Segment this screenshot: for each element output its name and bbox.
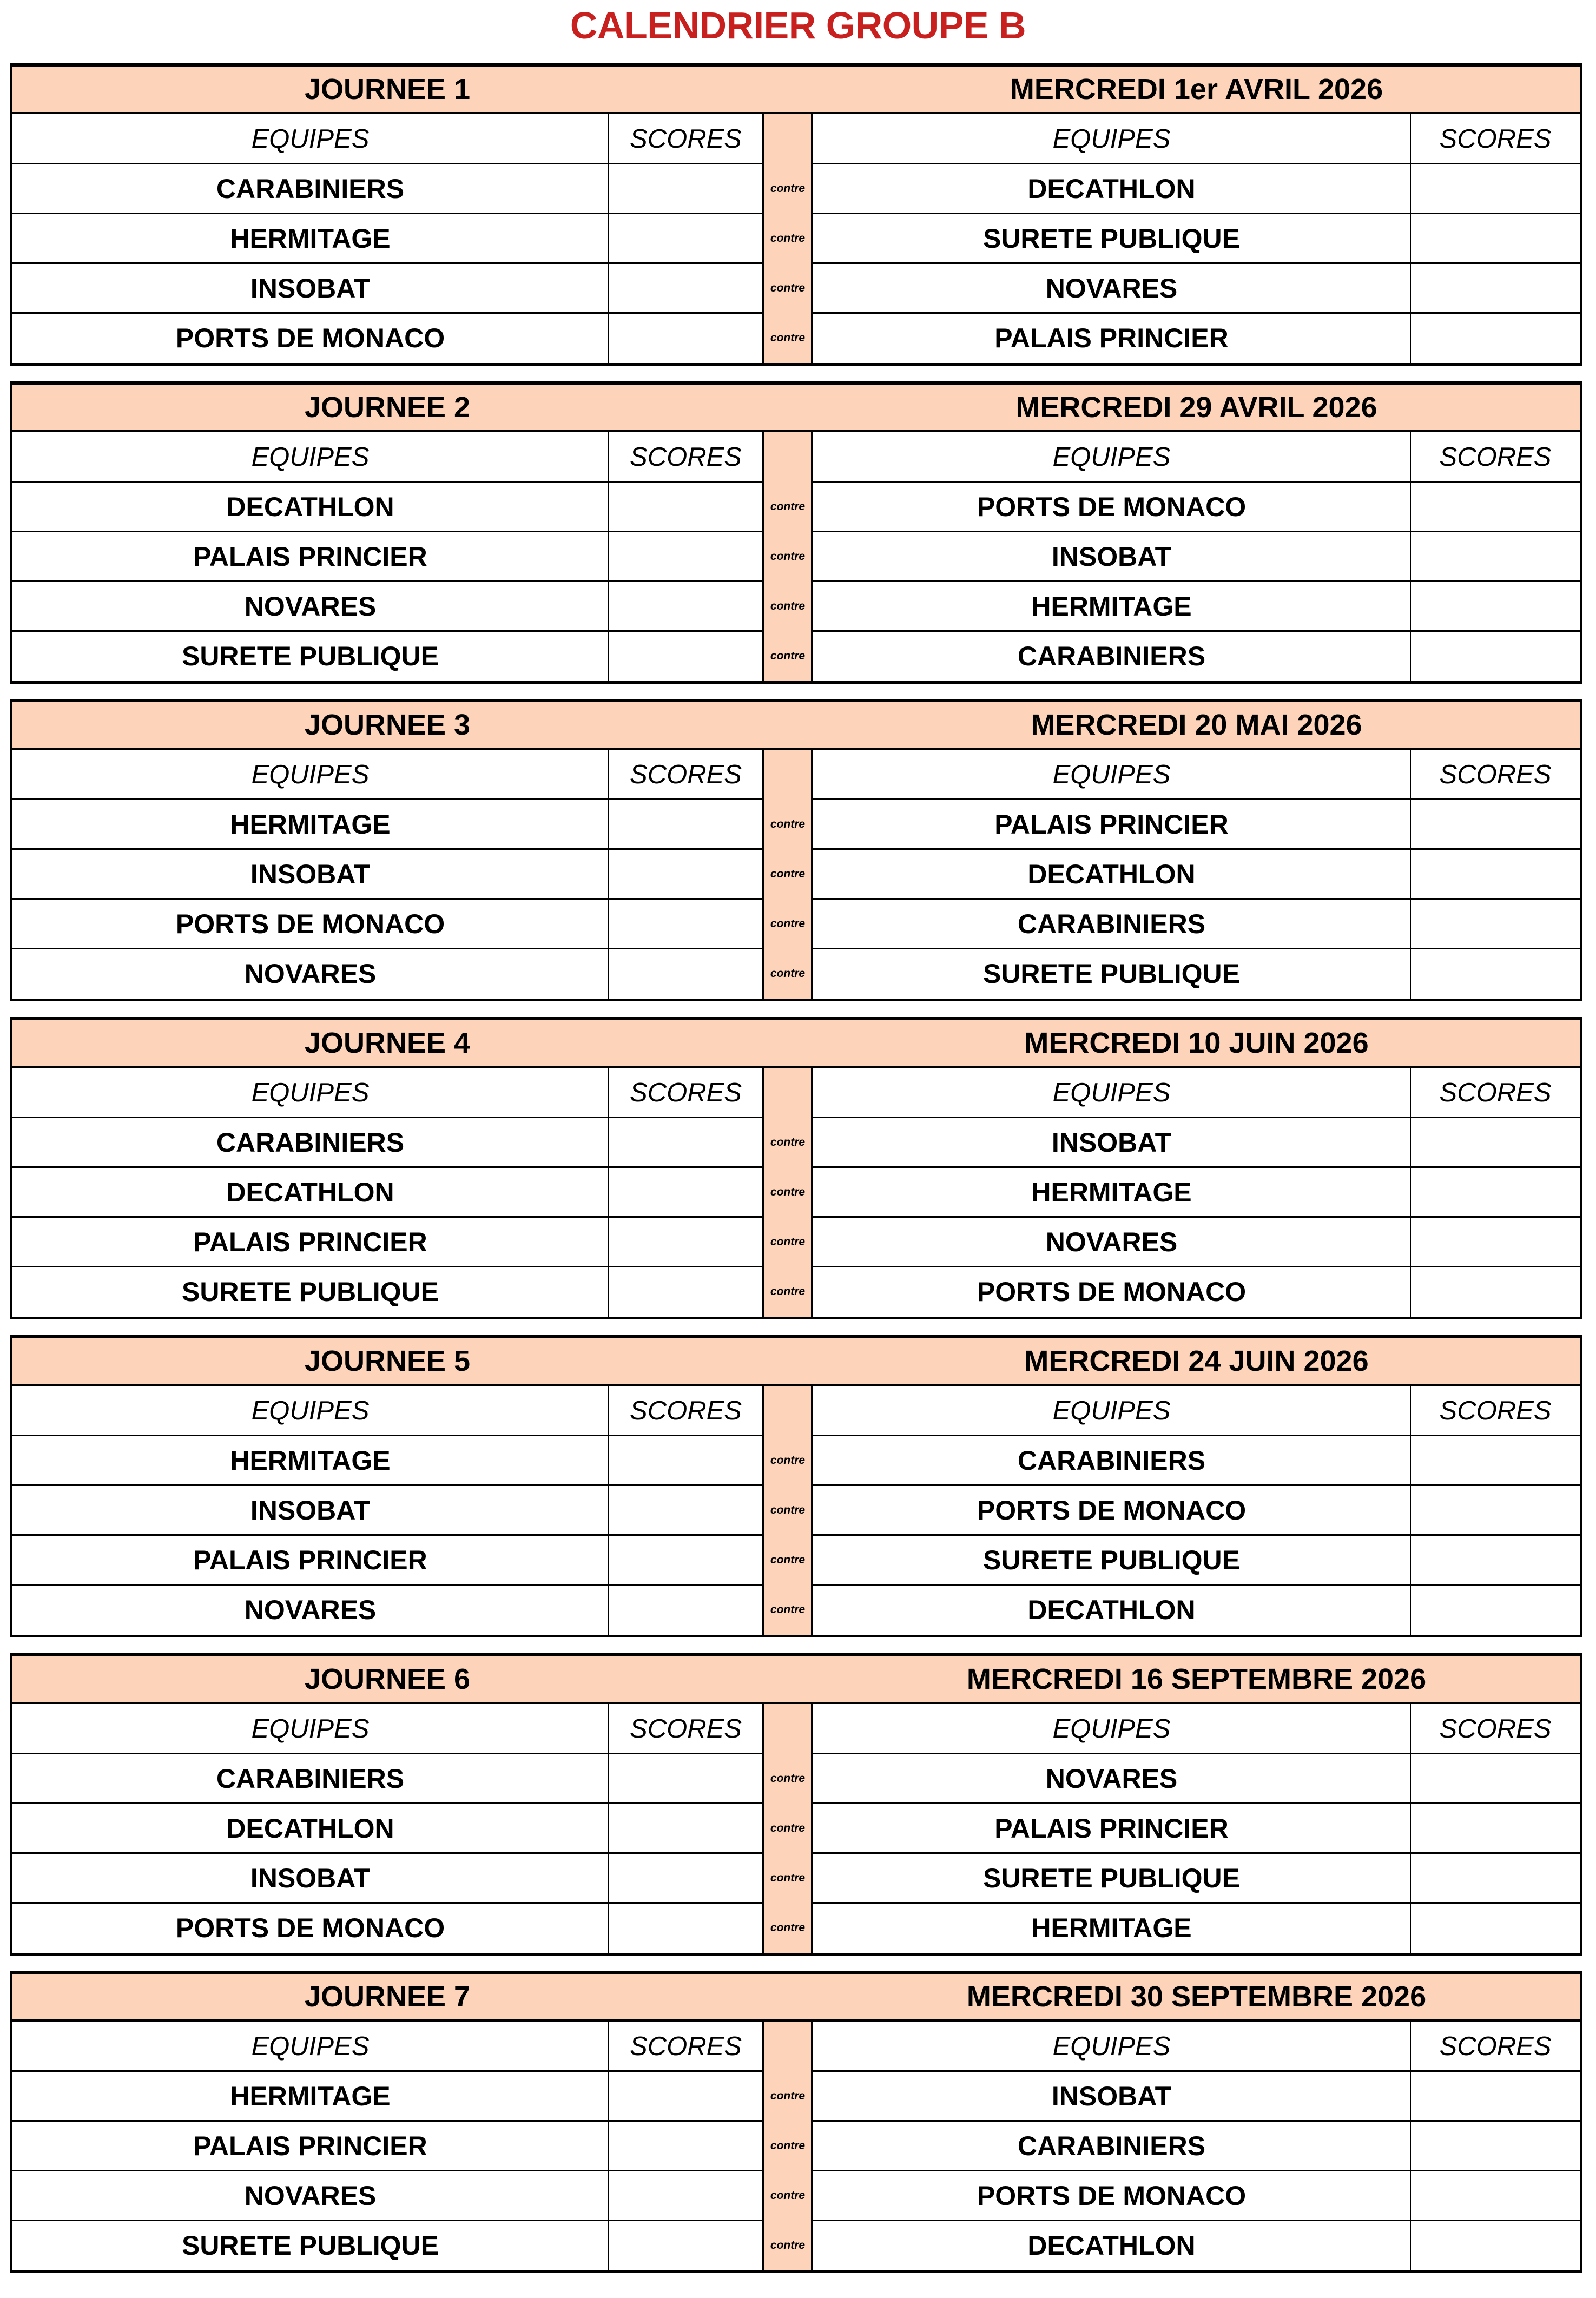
away-score-field[interactable] <box>1410 582 1580 631</box>
away-score-field[interactable] <box>1410 1267 1580 1317</box>
home-team: PALAIS PRINCIER <box>193 1545 427 1575</box>
away-team: INSOBAT <box>1051 542 1172 572</box>
away-score-field[interactable] <box>1410 2171 1580 2221</box>
versus-label: contre <box>770 1772 806 1785</box>
away-team: CARABINIERS <box>1017 909 1206 939</box>
column-header-away-scores: SCORES <box>1410 2022 1580 2071</box>
away-score-field[interactable] <box>1410 2071 1580 2121</box>
matchday-header <box>12 702 1580 750</box>
column-header-away-teams: EQUIPES <box>1052 1714 1171 1744</box>
home-score-field[interactable] <box>608 2071 762 2121</box>
column-header-away-scores: SCORES <box>1410 114 1580 164</box>
column-header-away-scores: SCORES <box>1410 1068 1580 1118</box>
away-score-field[interactable] <box>1410 1903 1580 1953</box>
matchday-table <box>10 699 1582 1001</box>
home-team: HERMITAGE <box>230 2081 391 2111</box>
matchday-header <box>12 385 1580 432</box>
versus-label: contre <box>770 2090 806 2102</box>
away-score-field[interactable] <box>1410 313 1580 363</box>
away-team: DECATHLON <box>1027 859 1196 889</box>
column-header-home-scores: SCORES <box>608 1386 762 1436</box>
matchday-header <box>12 1656 1580 1704</box>
away-score-field[interactable] <box>1410 164 1580 214</box>
column-header-away-teams: EQUIPES <box>1052 2032 1171 2061</box>
column-header-home-teams: EQUIPES <box>251 1714 370 1744</box>
matchday-table <box>10 1017 1582 1319</box>
away-score-field[interactable] <box>1410 949 1580 999</box>
home-team: SURETE PUBLIQUE <box>181 1277 439 1307</box>
home-score-field[interactable] <box>608 214 762 263</box>
versus-label: contre <box>770 1285 806 1298</box>
home-score-field[interactable] <box>608 1535 762 1585</box>
column-header-away-teams: EQUIPES <box>1052 124 1171 154</box>
versus-column <box>762 114 813 363</box>
home-team: INSOBAT <box>250 859 371 889</box>
away-score-field[interactable] <box>1410 1853 1580 1903</box>
home-score-field[interactable] <box>608 1167 762 1217</box>
away-score-field[interactable] <box>1410 532 1580 582</box>
away-team: DECATHLON <box>1027 174 1196 204</box>
away-team: SURETE PUBLIQUE <box>982 1863 1241 1893</box>
versus-label: contre <box>770 1603 806 1616</box>
versus-label: contre <box>770 232 806 245</box>
matchday-table <box>10 381 1582 684</box>
column-header-home-scores: SCORES <box>608 114 762 164</box>
page-title: CALENDRIER GROUPE B <box>570 4 1026 47</box>
away-score-field[interactable] <box>1410 1485 1580 1535</box>
away-team: CARABINIERS <box>1017 2131 1206 2161</box>
home-score-field[interactable] <box>608 1217 762 1267</box>
away-score-field[interactable] <box>1410 631 1580 681</box>
column-header-home-scores: SCORES <box>608 432 762 482</box>
home-team: SURETE PUBLIQUE <box>181 641 439 671</box>
away-score-field[interactable] <box>1410 800 1580 849</box>
away-team: PORTS DE MONACO <box>977 492 1247 522</box>
away-team: HERMITAGE <box>1031 591 1192 622</box>
home-score-field[interactable] <box>608 1267 762 1317</box>
away-score-field[interactable] <box>1410 849 1580 899</box>
versus-label: contre <box>770 1136 806 1148</box>
home-score-field[interactable] <box>608 2221 762 2270</box>
away-score-field[interactable] <box>1410 2221 1580 2270</box>
versus-column <box>762 750 813 999</box>
column-header-home-teams: EQUIPES <box>251 124 370 154</box>
column-header-away-teams: EQUIPES <box>1052 443 1171 472</box>
home-team: SURETE PUBLIQUE <box>181 2230 439 2261</box>
home-score-field[interactable] <box>608 2121 762 2171</box>
away-team: PALAIS PRINCIER <box>994 323 1229 353</box>
away-score-field[interactable] <box>1410 1217 1580 1267</box>
home-team: DECATHLON <box>226 492 394 522</box>
versus-label: contre <box>770 600 806 612</box>
versus-label: contre <box>770 2189 806 2202</box>
home-score-field[interactable] <box>608 949 762 999</box>
column-header-away-teams: EQUIPES <box>1052 1396 1171 1425</box>
away-score-field[interactable] <box>1410 482 1580 532</box>
home-score-field[interactable] <box>608 1853 762 1903</box>
versus-label: contre <box>770 332 806 344</box>
home-team: PALAIS PRINCIER <box>193 542 427 572</box>
versus-label: contre <box>770 1872 806 1884</box>
away-team: CARABINIERS <box>1017 1445 1206 1476</box>
matchday-number: JOURNEE 4 <box>304 1027 471 1059</box>
away-team: SURETE PUBLIQUE <box>982 1545 1241 1575</box>
home-score-field[interactable] <box>608 313 762 363</box>
versus-column <box>762 1704 813 1953</box>
matchday-header <box>12 1020 1580 1068</box>
versus-column <box>762 1068 813 1317</box>
versus-label: contre <box>770 1236 806 1248</box>
home-team: HERMITAGE <box>230 809 391 840</box>
matchday-date: MERCREDI 20 MAI 2026 <box>1031 709 1362 741</box>
versus-column <box>762 2022 813 2270</box>
home-score-field[interactable] <box>608 1804 762 1853</box>
away-score-field[interactable] <box>1410 263 1580 313</box>
matches-grid <box>12 114 1580 363</box>
matches-grid <box>12 1704 1580 1953</box>
home-score-field[interactable] <box>608 1436 762 1485</box>
matchday-number: JOURNEE 7 <box>304 1980 471 2013</box>
away-team: SURETE PUBLIQUE <box>982 959 1241 989</box>
away-score-field[interactable] <box>1410 1804 1580 1853</box>
versus-label: contre <box>770 2239 806 2251</box>
matches-grid <box>12 2022 1580 2270</box>
versus-column <box>762 1386 813 1635</box>
versus-label: contre <box>770 1822 806 1834</box>
away-team: NOVARES <box>1045 1227 1178 1257</box>
away-team: DECATHLON <box>1027 1595 1196 1625</box>
column-header-away-scores: SCORES <box>1410 750 1580 800</box>
versus-label: contre <box>770 1921 806 1934</box>
column-header-home-teams: EQUIPES <box>251 760 370 789</box>
home-team: DECATHLON <box>226 1813 394 1844</box>
away-team: INSOBAT <box>1051 1127 1172 1158</box>
matchday-number: JOURNEE 3 <box>304 709 471 741</box>
home-team: PORTS DE MONACO <box>175 323 445 353</box>
matchday-date: MERCREDI 16 SEPTEMBRE 2026 <box>966 1663 1427 1695</box>
home-team: CARABINIERS <box>216 174 405 204</box>
away-score-field[interactable] <box>1410 1436 1580 1485</box>
home-team: PORTS DE MONACO <box>175 1913 445 1943</box>
matchday-date: MERCREDI 24 JUIN 2026 <box>1024 1345 1369 1377</box>
away-team: NOVARES <box>1045 1764 1178 1794</box>
away-team: CARABINIERS <box>1017 641 1206 671</box>
matchday-table <box>10 1653 1582 1956</box>
matchday-date: MERCREDI 29 AVRIL 2026 <box>1015 391 1377 424</box>
column-header-home-teams: EQUIPES <box>251 1078 370 1107</box>
matchday-table <box>10 63 1582 366</box>
column-header-away-scores: SCORES <box>1410 1386 1580 1436</box>
away-team: INSOBAT <box>1051 2081 1172 2111</box>
home-score-field[interactable] <box>608 532 762 582</box>
home-team: NOVARES <box>244 1595 377 1625</box>
column-header-away-teams: EQUIPES <box>1052 760 1171 789</box>
matchday-number: JOURNEE 2 <box>304 391 471 424</box>
versus-label: contre <box>770 1554 806 1566</box>
away-team: PALAIS PRINCIER <box>994 809 1229 840</box>
home-score-field[interactable] <box>608 1118 762 1167</box>
column-header-home-teams: EQUIPES <box>251 2032 370 2061</box>
away-score-field[interactable] <box>1410 1535 1580 1585</box>
versus-label: contre <box>770 868 806 880</box>
home-score-field[interactable] <box>608 1585 762 1635</box>
away-team: PORTS DE MONACO <box>977 1277 1247 1307</box>
away-score-field[interactable] <box>1410 1167 1580 1217</box>
matchday-number: JOURNEE 1 <box>304 73 471 105</box>
home-team: NOVARES <box>244 2181 377 2211</box>
versus-label: contre <box>770 282 806 294</box>
versus-label: contre <box>770 1186 806 1198</box>
versus-label: contre <box>770 550 806 563</box>
matches-grid <box>12 750 1580 999</box>
home-score-field[interactable] <box>608 482 762 532</box>
versus-label: contre <box>770 500 806 513</box>
versus-column <box>762 432 813 681</box>
away-score-field[interactable] <box>1410 1118 1580 1167</box>
column-header-home-teams: EQUIPES <box>251 1396 370 1425</box>
home-team: HERMITAGE <box>230 223 391 254</box>
matchday-header <box>12 1974 1580 2022</box>
home-team: INSOBAT <box>250 273 371 303</box>
home-team: DECATHLON <box>226 1177 394 1207</box>
home-score-field[interactable] <box>608 800 762 849</box>
home-score-field[interactable] <box>608 899 762 949</box>
home-team: CARABINIERS <box>216 1127 405 1158</box>
matchday-header <box>12 67 1580 114</box>
home-score-field[interactable] <box>608 1485 762 1535</box>
matches-grid <box>12 1386 1580 1635</box>
home-team: INSOBAT <box>250 1495 371 1526</box>
away-score-field[interactable] <box>1410 2121 1580 2171</box>
home-team: CARABINIERS <box>216 1764 405 1794</box>
versus-label: contre <box>770 650 806 662</box>
versus-label: contre <box>770 1454 806 1467</box>
matchday-date: MERCREDI 10 JUIN 2026 <box>1024 1027 1369 1059</box>
home-team: NOVARES <box>244 591 377 622</box>
matchday-number: JOURNEE 6 <box>304 1663 471 1695</box>
matches-grid <box>12 432 1580 681</box>
column-header-away-scores: SCORES <box>1410 1704 1580 1754</box>
home-team: PALAIS PRINCIER <box>193 2131 427 2161</box>
home-score-field[interactable] <box>608 849 762 899</box>
home-team: PALAIS PRINCIER <box>193 1227 427 1257</box>
home-score-field[interactable] <box>608 1903 762 1953</box>
home-team: NOVARES <box>244 959 377 989</box>
away-score-field[interactable] <box>1410 214 1580 263</box>
column-header-away-scores: SCORES <box>1410 432 1580 482</box>
away-team: NOVARES <box>1045 273 1178 303</box>
column-header-home-scores: SCORES <box>608 2022 762 2071</box>
away-team: DECATHLON <box>1027 2230 1196 2261</box>
away-team: HERMITAGE <box>1031 1177 1192 1207</box>
column-header-home-scores: SCORES <box>608 750 762 800</box>
matchday-date: MERCREDI 1er AVRIL 2026 <box>1010 73 1383 105</box>
home-team: HERMITAGE <box>230 1445 391 1476</box>
matches-grid <box>12 1068 1580 1317</box>
home-score-field[interactable] <box>608 1754 762 1804</box>
away-team: SURETE PUBLIQUE <box>982 223 1241 254</box>
versus-label: contre <box>770 182 806 195</box>
home-score-field[interactable] <box>608 2171 762 2221</box>
home-score-field[interactable] <box>608 164 762 214</box>
versus-label: contre <box>770 818 806 830</box>
home-score-field[interactable] <box>608 582 762 631</box>
column-header-home-scores: SCORES <box>608 1068 762 1118</box>
matchday-number: JOURNEE 5 <box>304 1345 471 1377</box>
home-team: INSOBAT <box>250 1863 371 1893</box>
versus-label: contre <box>770 1504 806 1516</box>
column-header-away-teams: EQUIPES <box>1052 1078 1171 1107</box>
versus-label: contre <box>770 2139 806 2152</box>
home-score-field[interactable] <box>608 263 762 313</box>
home-team: PORTS DE MONACO <box>175 909 445 939</box>
versus-label: contre <box>770 967 806 980</box>
matchday-table <box>10 1971 1582 2273</box>
away-score-field[interactable] <box>1410 1585 1580 1635</box>
column-header-home-scores: SCORES <box>608 1704 762 1754</box>
matchday-header <box>12 1338 1580 1386</box>
away-score-field[interactable] <box>1410 899 1580 949</box>
away-team: HERMITAGE <box>1031 1913 1192 1943</box>
away-team: PORTS DE MONACO <box>977 1495 1247 1526</box>
column-header-home-teams: EQUIPES <box>251 443 370 472</box>
versus-label: contre <box>770 917 806 930</box>
matchday-table <box>10 1335 1582 1637</box>
matchday-date: MERCREDI 30 SEPTEMBRE 2026 <box>966 1980 1427 2013</box>
away-team: PALAIS PRINCIER <box>994 1813 1229 1844</box>
home-score-field[interactable] <box>608 631 762 681</box>
away-team: PORTS DE MONACO <box>977 2181 1247 2211</box>
away-score-field[interactable] <box>1410 1754 1580 1804</box>
